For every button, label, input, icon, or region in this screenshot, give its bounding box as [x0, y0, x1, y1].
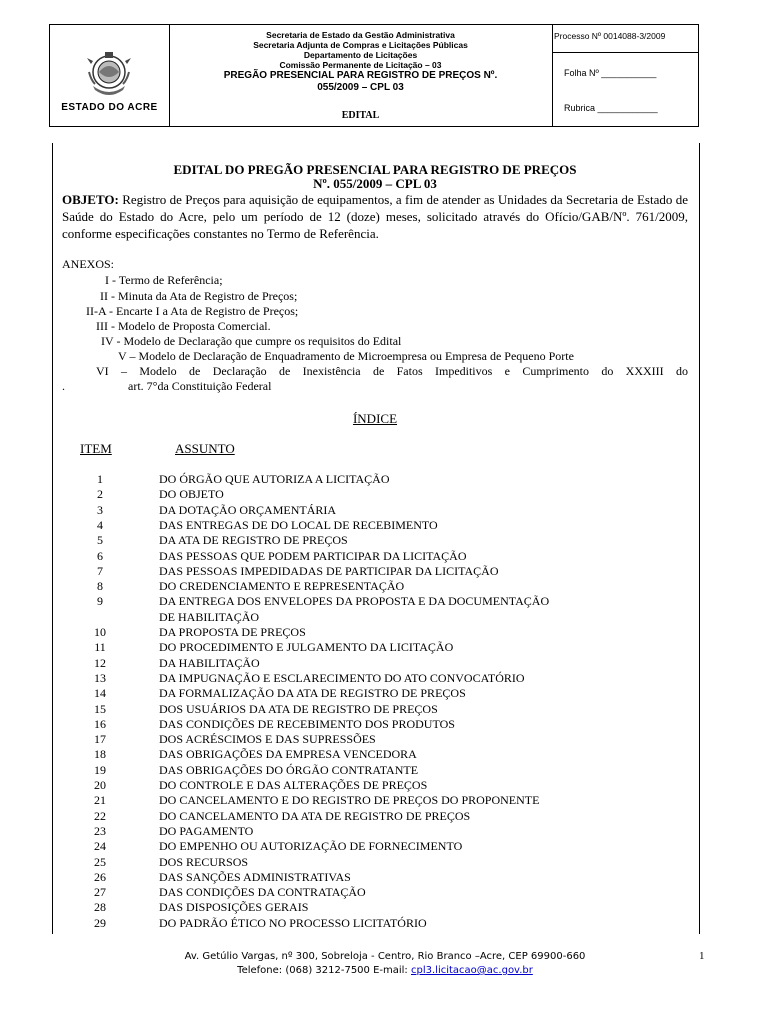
anexo-item: art. 7°da Constituição Federal	[128, 379, 272, 393]
table-row-number: 10	[94, 625, 106, 639]
table-row-subject: DOS RECURSOS	[159, 855, 249, 869]
table-row-number: 19	[94, 763, 106, 777]
anexos-heading: ANEXOS:	[62, 257, 115, 271]
footer-address: Av. Getúlio Vargas, nº 300, Sobreloja - Centro, Rio Branco –Acre, CEP 69900-660	[184, 951, 586, 962]
table-row-number: 5	[97, 533, 103, 547]
anexo-item: VI – Modelo de Declaração de Inexistência de Fatos Impeditivos e Cumprimento do XXXIII do	[96, 364, 688, 378]
table-row-subject: DAS CONDIÇÕES DA CONTRATAÇÃO	[159, 885, 366, 899]
table-row-subject: DA FORMALIZAÇÃO DA ATA DE REGISTRO DE PREÇOS	[159, 686, 466, 700]
table-row-subject: DAS DISPOSIÇÕES GERAIS	[159, 900, 309, 914]
anexo-item: V – Modelo de Declaração de Enquadramento de Microempresa ou Empresa de Pequeno Porte	[118, 349, 574, 363]
table-row-number: 29	[94, 916, 106, 930]
table-row-number: 11	[94, 640, 106, 654]
document-title-line1: EDITAL DO PREGÃO PRESENCIAL PARA REGISTRO DE PREÇOS	[173, 162, 577, 177]
table-row-subject: DAS CONDIÇÕES DE RECEBIMENTO DOS PRODUTOS	[159, 717, 455, 731]
table-row-number: 12	[94, 656, 106, 670]
header-line: Departamento de Licitações	[303, 50, 418, 60]
header-edital-label: EDITAL	[341, 110, 380, 121]
table-row-number: 22	[94, 809, 106, 823]
table-row-subject: DA DOTAÇÃO ORÇAMENTÁRIA	[159, 503, 337, 517]
table-row-number: 13	[94, 671, 106, 685]
header-line: Secretaria de Estado da Gestão Administrativa	[266, 30, 455, 40]
logo-cell	[50, 25, 170, 126]
divider	[552, 52, 698, 53]
table-row-number: 3	[97, 503, 103, 517]
table-row-number: 9	[97, 594, 103, 608]
indice-heading: ÍNDICE	[352, 411, 398, 426]
objeto-label: OBJETO:	[62, 192, 119, 207]
table-row-subject: DO PROCEDIMENTO E JULGAMENTO DA LICITAÇÃO	[159, 640, 454, 654]
table-row-subject: DAS ENTREGAS DE DO LOCAL DE RECEBIMENTO	[159, 518, 438, 532]
table-row-number: 14	[94, 686, 106, 700]
header-pregao-number: 055/2009 – CPL 03	[317, 82, 404, 93]
anexo-item: I - Termo de Referência;	[105, 273, 223, 287]
table-row-subject: DAS OBRIGAÇÕES DA EMPRESA VENCEDORA	[159, 747, 417, 761]
footer	[100, 950, 670, 978]
header-line: Comissão Permanente de Licitação – 03	[279, 60, 442, 70]
document-title-line2: Nº. 055/2009 – CPL 03	[313, 176, 437, 191]
table-row-number: 26	[94, 870, 106, 884]
anexo-item: III - Modelo de Proposta Comercial.	[96, 319, 271, 333]
table-row-number: 18	[94, 747, 106, 761]
state-coat-of-arms-icon	[85, 50, 133, 100]
table-row-subject: DO CANCELAMENTO DA ATA DE REGISTRO DE PREÇOS	[159, 809, 471, 823]
table-row-number: 2	[97, 487, 103, 501]
process-number: Processo Nº 0014088-3/2009	[554, 31, 666, 41]
table-row-subject: DAS PESSOAS QUE PODEM PARTICIPAR DA LICITAÇÃO	[159, 549, 467, 563]
table-row-subject: DO EMPENHO OU AUTORIZAÇÃO DE FORNECIMENTO	[159, 839, 463, 853]
header-process-cell	[552, 25, 698, 126]
table-row-subject: DAS PESSOAS IMPEDIDADAS DE PARTICIPAR DA LICITAÇÃO	[159, 564, 499, 578]
anexo-item: II - Minuta da Ata de Registro de Preços;	[100, 289, 298, 303]
header-line: Secretaria Adjunta de Compras e Licitações Públicas	[253, 40, 468, 50]
anexo-dot: .	[62, 379, 65, 393]
table-row-subject: DO CONTROLE E DAS ALTERAÇÕES DE PREÇOS	[159, 778, 428, 792]
table-row-number: 6	[97, 549, 103, 563]
table-row-number: 28	[94, 900, 106, 914]
table-row-number: 27	[94, 885, 106, 899]
rubrica-field: Rubrica ____________	[564, 103, 658, 113]
table-row-number: 23	[94, 824, 106, 838]
anexo-item: IV - Modelo de Declaração que cumpre os requisitos do Edital	[101, 334, 402, 348]
table-row-number: 21	[94, 793, 106, 807]
table-row-number: 17	[94, 732, 106, 746]
table-row-number: 25	[94, 855, 106, 869]
column-header-item: ITEM	[80, 441, 112, 456]
footer-phone: Telefone: (068) 3212-7500 E-mail:	[237, 965, 408, 976]
table-row-subject: DO OBJETO	[159, 487, 224, 501]
table-row-subject: DO CANCELAMENTO E DO REGISTRO DE PREÇOS DO PROPONENTE	[159, 793, 540, 807]
column-header-assunto: ASSUNTO	[175, 441, 235, 456]
footer-contact	[100, 964, 670, 978]
table-row-subject: DO CREDENCIAMENTO E REPRESENTAÇÃO	[159, 579, 405, 593]
folha-field: Folha Nº ___________	[564, 68, 657, 78]
table-row-subject: DA IMPUGNAÇÃO E ESCLARECIMENTO DO ATO CONVOCATÓRIO	[159, 671, 525, 685]
table-row-subject: DO PAGAMENTO	[159, 824, 254, 838]
table-row-number: 20	[94, 778, 106, 792]
header-pregao-line: PREGÃO PRESENCIAL PARA REGISTRO DE PREÇOS Nº.	[223, 70, 498, 81]
table-row-number: 4	[97, 518, 103, 532]
table-row-subject: DOS USUÁRIOS DA ATA DE REGISTRO DE PREÇOS	[159, 702, 438, 716]
objeto-paragraph	[62, 191, 688, 242]
header-title-cell	[169, 25, 553, 126]
table-row-subject: DOS ACRÉSCIMOS E DAS SUPRESSÕES	[159, 732, 376, 746]
table-row-subject: DA ENTREGA DOS ENVELOPES DA PROPOSTA E DA DOCUMENTAÇÃO	[159, 594, 550, 608]
table-row-number: 8	[97, 579, 103, 593]
table-row-number: 16	[94, 717, 106, 731]
table-row-subject: DA HABILITAÇÃO	[159, 656, 260, 670]
state-name: ESTADO DO ACRE	[61, 102, 158, 113]
table-row-subject: DE HABILITAÇÃO	[159, 610, 260, 624]
table-row-number: 1	[97, 472, 103, 486]
objeto-text: Registro de Preços para aquisição de equipamentos, a fim de atender as Unidades da Secretaria de Estado de Saúde do Estado do Acre, pelo um período de 12 (doze) meses, solicitado através do Ofício/GAB/Nº. 761/2009, conforme especificações constantes no Termo de Referência.	[62, 192, 688, 241]
table-row-number: 7	[97, 564, 103, 578]
table-row-subject: DA PROPOSTA DE PREÇOS	[159, 625, 306, 639]
table-row-number: 24	[94, 839, 106, 853]
table-row-subject: DA ATA DE REGISTRO DE PREÇOS	[159, 533, 348, 547]
footer-email-link[interactable]: cpl3.licitacao@ac.gov.br	[411, 965, 533, 976]
table-row-number: 15	[94, 702, 106, 716]
document-header	[49, 24, 699, 127]
table-row-subject: DO PADRÃO ÉTICO NO PROCESSO LICITATÓRIO	[159, 916, 427, 930]
table-row-subject: DAS SANÇÕES ADMINISTRATIVAS	[159, 870, 351, 884]
anexo-item: II-A - Encarte I a Ata de Registro de Preços;	[86, 304, 299, 318]
table-row-subject: DO ÓRGÃO QUE AUTORIZA A LICITAÇÃO	[159, 472, 390, 486]
page-number: 1	[699, 950, 705, 962]
table-row-subject: DAS OBRIGAÇÕES DO ÓRGÃO CONTRATANTE	[159, 763, 419, 777]
